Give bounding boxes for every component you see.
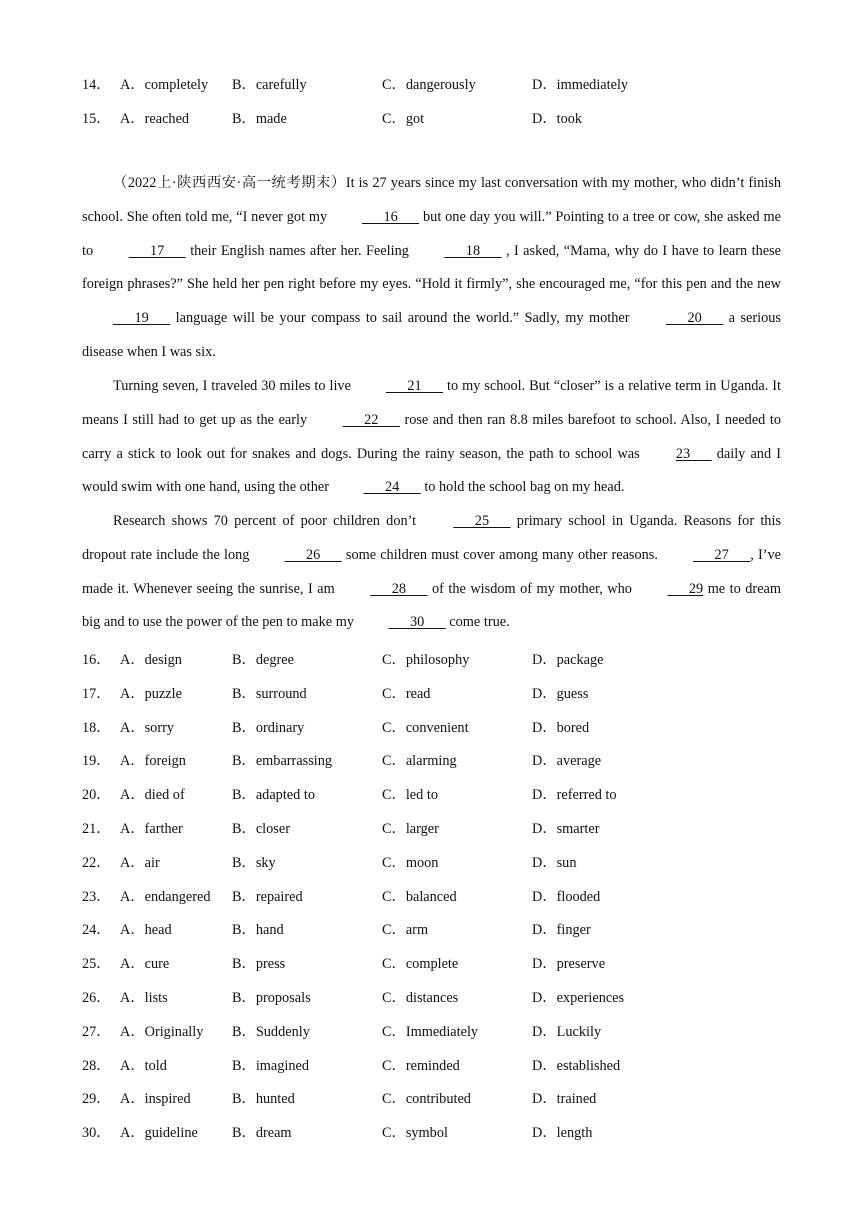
question-number: 27． bbox=[82, 1023, 111, 1040]
option-d: D．took bbox=[532, 111, 583, 127]
question-number: 15． bbox=[82, 111, 111, 127]
option-b: B．degree bbox=[232, 652, 294, 668]
option-c: C．symbol bbox=[382, 1125, 448, 1142]
passage-text: me to dream big and to use the power of the pen to make my bbox=[82, 580, 782, 631]
blank-30: 30 bbox=[388, 614, 446, 631]
option-c: C．larger bbox=[382, 821, 439, 837]
option-d: D．experiences bbox=[532, 990, 625, 1006]
option-d: D．finger bbox=[532, 922, 591, 939]
question-number: 19． bbox=[82, 753, 111, 770]
passage-text: rose and then ran 8.8 miles barefoot to school. Also, I needed to carry a stick to look out for snakes and dogs. During the rainy season, the path to school was bbox=[82, 411, 781, 462]
question-number: 22． bbox=[82, 854, 111, 871]
option-b: B．carefully bbox=[232, 77, 307, 93]
passage-text: their English names after her. Feeling bbox=[185, 242, 414, 259]
option-a: A．reached bbox=[120, 111, 190, 127]
option-a: A．cure bbox=[120, 956, 170, 973]
passage-paragraph-1 bbox=[82, 167, 781, 370]
question-number: 25． bbox=[82, 956, 111, 973]
question-number: 28． bbox=[82, 1057, 111, 1074]
blank-16: 16 bbox=[362, 208, 420, 225]
option-b: B．sky bbox=[232, 854, 276, 871]
option-c: C．distances bbox=[382, 990, 459, 1006]
option-c: C．moon bbox=[382, 854, 439, 871]
blank-19: 19 bbox=[113, 310, 171, 327]
option-c: C．balanced bbox=[382, 888, 457, 905]
option-c: C．contributed bbox=[382, 1091, 471, 1108]
blank-21: 21 bbox=[385, 378, 444, 394]
question-number: 24． bbox=[82, 922, 111, 939]
question-number: 20． bbox=[82, 787, 111, 804]
option-b: B．embarrassing bbox=[232, 753, 333, 770]
blank-20: 20 bbox=[666, 310, 724, 327]
option-b: B．surround bbox=[232, 685, 307, 702]
option-b: B．repaired bbox=[232, 888, 303, 905]
option-d: D．immediately bbox=[532, 77, 629, 93]
question-number: 29． bbox=[82, 1091, 111, 1108]
question-number: 18． bbox=[82, 719, 111, 736]
passage-text: come true. bbox=[445, 614, 510, 631]
passage-text: to hold the school bag on my head. bbox=[420, 479, 625, 496]
option-c: C．alarming bbox=[382, 753, 457, 770]
option-a: A．Originally bbox=[120, 1023, 204, 1040]
question-number: 14． bbox=[82, 77, 111, 93]
blank-27: 27 bbox=[693, 546, 751, 563]
option-c: C．dangerously bbox=[382, 77, 476, 93]
question-number: 23． bbox=[82, 888, 111, 905]
option-b: B．press bbox=[232, 956, 286, 973]
passage-paragraph-3 bbox=[82, 505, 781, 640]
option-d: D．average bbox=[532, 753, 602, 770]
question-number: 30． bbox=[82, 1125, 111, 1142]
option-d: D．guess bbox=[532, 685, 589, 702]
passage-text: to my school. But “closer” is a relative term in Uganda. It means I still had to get up as the early bbox=[82, 378, 781, 428]
passage-text: It is 27 years since my last conversation with my mother, who didn’t finish school. She often told me, “I never got my bbox=[82, 175, 781, 225]
option-c: C．led to bbox=[382, 787, 438, 804]
option-d: D．sun bbox=[532, 854, 577, 871]
passage-text: primary school in Uganda. Reasons for this dropout rate include the long bbox=[82, 513, 781, 563]
option-d: D．referred to bbox=[532, 787, 617, 804]
option-c: C．complete bbox=[382, 956, 459, 973]
option-c: C．reminded bbox=[382, 1057, 460, 1074]
option-a: A．guideline bbox=[120, 1125, 198, 1142]
option-a: A．lists bbox=[120, 990, 168, 1006]
passage-text: a serious disease when I was six. bbox=[82, 310, 782, 360]
option-d: D．flooded bbox=[532, 888, 601, 905]
option-c: C．read bbox=[382, 685, 431, 702]
option-a: A．puzzle bbox=[120, 685, 182, 702]
question-number: 26． bbox=[82, 990, 111, 1006]
question-number: 21． bbox=[82, 821, 111, 837]
option-b: B．proposals bbox=[232, 990, 311, 1006]
option-d: D．length bbox=[532, 1125, 593, 1142]
option-b: B．hunted bbox=[232, 1091, 295, 1108]
option-a: A．foreign bbox=[120, 753, 186, 770]
option-b: B．hand bbox=[232, 922, 284, 939]
option-c: C．arm bbox=[382, 922, 429, 939]
option-d: D．established bbox=[532, 1057, 621, 1074]
passage-text: some children must cover among many other reasons. bbox=[341, 546, 663, 563]
option-a: A．head bbox=[120, 922, 172, 939]
blank-26: 26 bbox=[284, 546, 342, 563]
option-a: A．died of bbox=[120, 787, 185, 804]
passage-text: of the wisdom of my mother, who bbox=[427, 580, 637, 597]
option-a: A．design bbox=[120, 652, 182, 668]
blank-23: 23 bbox=[675, 445, 712, 462]
option-c: C．convenient bbox=[382, 719, 469, 736]
option-a: A．sorry bbox=[120, 719, 175, 736]
passage-text: but one day you will.” Pointing to a tree or cow, she asked me to bbox=[82, 208, 781, 259]
option-c: C．got bbox=[382, 111, 425, 127]
option-a: A．inspired bbox=[120, 1091, 191, 1108]
passage-text: Research shows 70 percent of poor children don’t bbox=[113, 513, 423, 529]
option-b: B．made bbox=[232, 111, 287, 127]
blank-18: 18 bbox=[444, 242, 502, 259]
option-b: B．dream bbox=[232, 1125, 292, 1142]
option-a: A．air bbox=[120, 854, 160, 871]
option-d: D．smarter bbox=[532, 821, 600, 837]
option-a: A．told bbox=[120, 1057, 167, 1074]
blank-25: 25 bbox=[453, 513, 511, 529]
option-c: C．Immediately bbox=[382, 1023, 479, 1040]
blank-22: 22 bbox=[342, 411, 400, 428]
option-b: B．imagined bbox=[232, 1057, 310, 1074]
passage-text: , I’ve made it. Whenever seeing the sunrise, I am bbox=[82, 546, 781, 597]
question-number: 17． bbox=[82, 685, 111, 702]
source-note: （2022上·陕西西安·高一统考期末） bbox=[113, 175, 346, 191]
blank-28: 28 bbox=[370, 580, 428, 597]
option-b: B．Suddenly bbox=[232, 1023, 310, 1040]
option-d: D．Luckily bbox=[532, 1023, 602, 1040]
option-b: B．ordinary bbox=[232, 719, 305, 736]
option-b: B．closer bbox=[232, 821, 290, 837]
option-b: B．adapted to bbox=[232, 787, 315, 804]
blank-17: 17 bbox=[128, 242, 186, 259]
option-d: D．bored bbox=[532, 719, 590, 736]
option-d: D．trained bbox=[532, 1091, 597, 1108]
option-d: D．preserve bbox=[532, 956, 606, 973]
passage-text: , I asked, “Mama, why do I have to learn these foreign phrases?” She held her pen right before my eyes. “Hold it firmly”, she encouraged me, “for this pen and the new bbox=[82, 242, 781, 293]
option-a: A．endangered bbox=[120, 888, 211, 905]
option-c: C．philosophy bbox=[382, 652, 470, 668]
blank-24: 24 bbox=[363, 479, 421, 496]
option-a: A．completely bbox=[120, 77, 209, 93]
blank-29: 29 bbox=[667, 580, 704, 597]
passage-paragraph-2 bbox=[82, 370, 781, 505]
passage-text: language will be your compass to sail around the world.” Sadly, my mother bbox=[170, 310, 636, 327]
passage-text: daily and I would swim with one hand, using the other bbox=[82, 445, 781, 496]
passage-text: Turning seven, I traveled 30 miles to live bbox=[113, 378, 355, 394]
question-number: 16． bbox=[82, 652, 111, 668]
option-d: D．package bbox=[532, 652, 604, 668]
option-a: A．farther bbox=[120, 821, 183, 837]
